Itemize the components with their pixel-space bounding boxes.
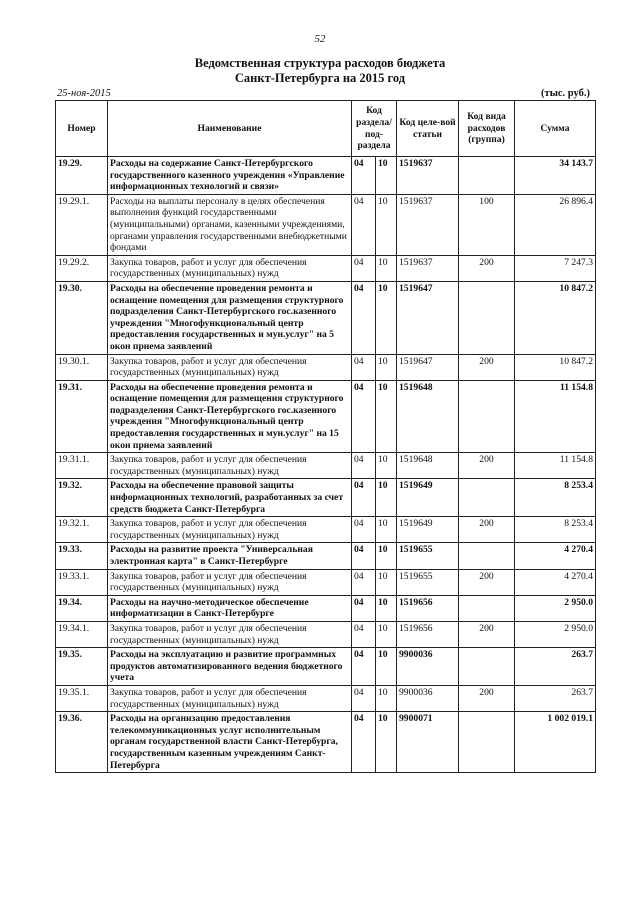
row-section-code: 04	[352, 157, 376, 195]
table-row	[56, 479, 596, 517]
row-target-code: 9900071	[397, 712, 459, 773]
row-name: Закупка товаров, работ и услуг для обеспечения государственных (муниципальных) нужд	[108, 621, 352, 647]
header-number: Номер	[56, 101, 108, 157]
row-amount: 8 253.4	[515, 517, 596, 543]
row-section-code: 04	[352, 453, 376, 479]
header-name: Наименование	[108, 101, 352, 157]
row-kind-code: 200	[459, 453, 515, 479]
table-row	[56, 380, 596, 453]
row-name: Закупка товаров, работ и услуг для обеспечения государственных (муниципальных) нужд	[108, 255, 352, 281]
row-target-code: 1519655	[397, 543, 459, 569]
row-kind-code	[459, 380, 515, 453]
row-target-code: 1519656	[397, 595, 459, 621]
row-target-code: 1519637	[397, 194, 459, 255]
row-name: Закупка товаров, работ и услуг для обеспечения государственных (муниципальных) нужд	[108, 354, 352, 380]
header-sum: Сумма	[515, 101, 596, 157]
row-target-code: 9900036	[397, 648, 459, 686]
row-subsection-code: 10	[376, 712, 397, 773]
table-body	[56, 157, 596, 773]
row-name: Расходы на организацию предоставления телекоммуникационных услуг исполнительным органам государственной власти Санкт-Петербурга, государственным казенным учреждениям Санкт-Петербурга	[108, 712, 352, 773]
row-kind-code	[459, 281, 515, 354]
row-amount: 4 270.4	[515, 543, 596, 569]
row-subsection-code: 10	[376, 380, 397, 453]
row-target-code: 1519656	[397, 621, 459, 647]
row-name: Расходы на выплаты персоналу в целях обеспечения выполнения функций государственными (муниципальными) органами, казенными учреждениями, органами управления государственными внебюджетными фондами	[108, 194, 352, 255]
row-name: Расходы на научно-методическое обеспечение информатизации в Санкт-Петербурге	[108, 595, 352, 621]
row-name: Расходы на содержание Санкт-Петербургского государственного казенного учреждения «Управление информационных технологий и связи»	[108, 157, 352, 195]
table-row	[56, 648, 596, 686]
row-amount: 26 896.4	[515, 194, 596, 255]
row-name: Расходы на обеспечение проведения ремонта и оснащение помещения для размещения структурного подразделения Санкт-Петербургского гос.казенного учреждения "Многофункциональный центр предоставления государственных и мун.услуг" на 5 окон приема заявлений	[108, 281, 352, 354]
title-line-1: Ведомственная структура расходов бюджета	[194, 56, 446, 70]
row-section-code: 04	[352, 479, 376, 517]
table-row	[56, 685, 596, 711]
row-subsection-code: 10	[376, 453, 397, 479]
row-kind-code: 200	[459, 354, 515, 380]
row-subsection-code: 10	[376, 281, 397, 354]
row-subsection-code: 10	[376, 194, 397, 255]
row-section-code: 04	[352, 354, 376, 380]
row-subsection-code: 10	[376, 157, 397, 195]
row-section-code: 04	[352, 621, 376, 647]
row-target-code: 1519647	[397, 281, 459, 354]
row-subsection-code: 10	[376, 621, 397, 647]
row-amount: 2 950.0	[515, 595, 596, 621]
row-number: 19.29.	[56, 157, 108, 195]
row-amount: 11 154.8	[515, 453, 596, 479]
row-name: Расходы на обеспечение проведения ремонта и оснащение помещения для размещения структурного подразделения Санкт-Петербургского гос.казенного учреждения "Многофункциональный центр предоставления государственных и мун.услуг" на 15 окон приема заявлений	[108, 380, 352, 453]
row-number: 19.35.1.	[56, 685, 108, 711]
row-amount: 7 247.3	[515, 255, 596, 281]
row-target-code: 1519655	[397, 569, 459, 595]
row-number: 19.30.	[56, 281, 108, 354]
row-section-code: 04	[352, 685, 376, 711]
row-target-code: 1519647	[397, 354, 459, 380]
row-number: 19.33.1.	[56, 569, 108, 595]
row-name: Закупка товаров, работ и услуг для обеспечения государственных (муниципальных) нужд	[108, 517, 352, 543]
row-section-code: 04	[352, 648, 376, 686]
row-subsection-code: 10	[376, 685, 397, 711]
table-row	[56, 354, 596, 380]
table-row	[56, 453, 596, 479]
table-row	[56, 255, 596, 281]
row-section-code: 04	[352, 595, 376, 621]
table-row	[56, 543, 596, 569]
row-name: Расходы на обеспечение правовой защиты информационных технологий, разработанных за счет средств бюджета Санкт-Петербурга	[108, 479, 352, 517]
row-number: 19.33.	[56, 543, 108, 569]
row-number: 19.35.	[56, 648, 108, 686]
row-number: 19.36.	[56, 712, 108, 773]
row-number: 19.31.	[56, 380, 108, 453]
table-header-row	[56, 101, 596, 157]
row-subsection-code: 10	[376, 569, 397, 595]
row-amount: 4 270.4	[515, 569, 596, 595]
row-section-code: 04	[352, 543, 376, 569]
row-number: 19.31.1.	[56, 453, 108, 479]
row-kind-code: 100	[459, 194, 515, 255]
row-number: 19.29.1.	[56, 194, 108, 255]
row-section-code: 04	[352, 380, 376, 453]
table-row	[56, 194, 596, 255]
row-name: Расходы на эксплуатацию и развитие программных продуктов автоматизированного ведения бюджетного учета	[108, 648, 352, 686]
row-amount: 8 253.4	[515, 479, 596, 517]
row-number: 19.32.	[56, 479, 108, 517]
units-label: (тыс. руб.)	[541, 88, 590, 99]
header-kind: Код вида расходов (группа)	[459, 101, 515, 157]
row-subsection-code: 10	[376, 595, 397, 621]
row-kind-code: 200	[459, 621, 515, 647]
row-amount: 10 847.2	[515, 281, 596, 354]
row-section-code: 04	[352, 569, 376, 595]
row-amount: 1 002 019.1	[515, 712, 596, 773]
row-kind-code	[459, 595, 515, 621]
page-number: 52	[314, 33, 326, 45]
row-subsection-code: 10	[376, 648, 397, 686]
row-amount: 2 950.0	[515, 621, 596, 647]
row-amount: 263.7	[515, 685, 596, 711]
row-number: 19.30.1.	[56, 354, 108, 380]
document-date: 25-ноя-2015	[57, 88, 111, 99]
row-amount: 34 143.7	[515, 157, 596, 195]
row-target-code: 1519637	[397, 157, 459, 195]
row-kind-code	[459, 157, 515, 195]
row-section-code: 04	[352, 194, 376, 255]
row-number: 19.34.1.	[56, 621, 108, 647]
row-kind-code: 200	[459, 255, 515, 281]
row-target-code: 1519648	[397, 380, 459, 453]
row-kind-code	[459, 712, 515, 773]
row-kind-code	[459, 479, 515, 517]
table-row	[56, 157, 596, 195]
budget-table	[55, 100, 596, 773]
row-number: 19.29.2.	[56, 255, 108, 281]
table-row	[56, 621, 596, 647]
table-row	[56, 595, 596, 621]
row-amount: 10 847.2	[515, 354, 596, 380]
row-subsection-code: 10	[376, 255, 397, 281]
row-kind-code	[459, 648, 515, 686]
table-row	[56, 712, 596, 773]
row-amount: 263.7	[515, 648, 596, 686]
row-target-code: 9900036	[397, 685, 459, 711]
table-row	[56, 281, 596, 354]
row-kind-code: 200	[459, 517, 515, 543]
row-name: Закупка товаров, работ и услуг для обеспечения государственных (муниципальных) нужд	[108, 453, 352, 479]
row-section-code: 04	[352, 281, 376, 354]
title-line-2: Санкт-Петербурга на 2015 год	[234, 71, 406, 85]
row-number: 19.34.	[56, 595, 108, 621]
row-amount: 11 154.8	[515, 380, 596, 453]
header-target: Код целе-вой статьи	[397, 101, 459, 157]
table-row	[56, 569, 596, 595]
row-target-code: 1519649	[397, 479, 459, 517]
row-kind-code: 200	[459, 685, 515, 711]
row-kind-code	[459, 543, 515, 569]
row-name: Расходы на развитие проекта "Универсальная электронная карта" в Санкт-Петербурге	[108, 543, 352, 569]
row-number: 19.32.1.	[56, 517, 108, 543]
row-name: Закупка товаров, работ и услуг для обеспечения государственных (муниципальных) нужд	[108, 569, 352, 595]
row-target-code: 1519648	[397, 453, 459, 479]
row-kind-code: 200	[459, 569, 515, 595]
row-target-code: 1519649	[397, 517, 459, 543]
row-name: Закупка товаров, работ и услуг для обеспечения государственных (муниципальных) нужд	[108, 685, 352, 711]
row-section-code: 04	[352, 255, 376, 281]
row-section-code: 04	[352, 712, 376, 773]
header-section: Код раздела/ под-раздела	[352, 101, 397, 157]
table-row	[56, 517, 596, 543]
row-target-code: 1519637	[397, 255, 459, 281]
document-title	[0, 56, 640, 86]
row-section-code: 04	[352, 517, 376, 543]
row-subsection-code: 10	[376, 479, 397, 517]
row-subsection-code: 10	[376, 354, 397, 380]
row-subsection-code: 10	[376, 517, 397, 543]
row-subsection-code: 10	[376, 543, 397, 569]
